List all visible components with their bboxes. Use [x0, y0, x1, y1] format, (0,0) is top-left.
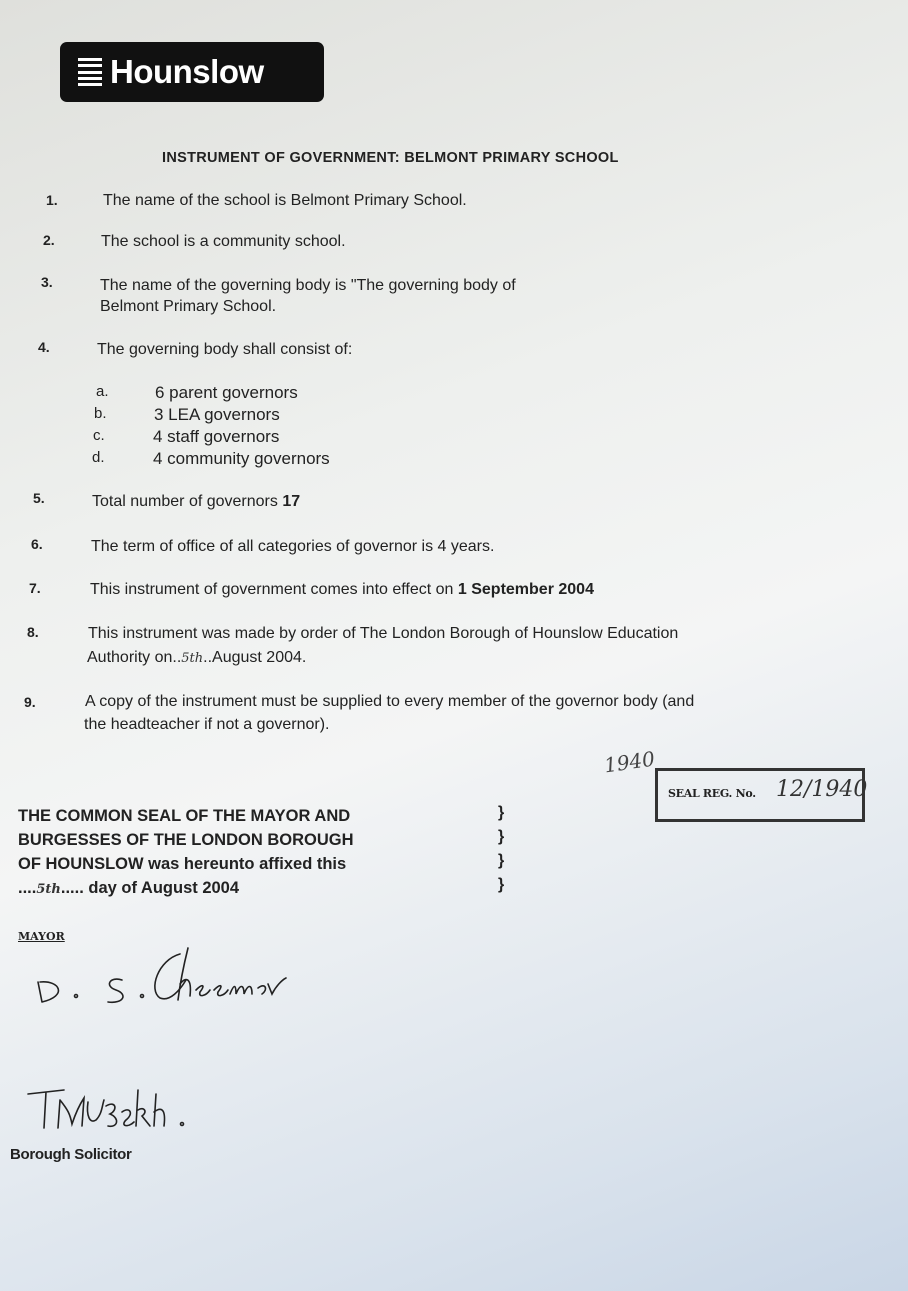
seal-line: ....5th..... day of August 2004 [18, 879, 240, 897]
handwritten-day: 5th [181, 651, 204, 666]
list-item: 4 community governors [153, 449, 330, 468]
item-text-line1: This instrument was made by order of The London Borough of Hounslow Education [88, 625, 679, 642]
item-number: 4. [38, 339, 50, 355]
governor-total: 17 [282, 493, 301, 510]
item-number: 5. [33, 490, 45, 506]
stamp-number: 12/1940 [776, 777, 868, 802]
list-item: 6 parent governors [155, 383, 298, 402]
item-text-line1: The name of the governing body is "The governing body of [100, 277, 516, 294]
item-text: The school is a community school. [101, 233, 346, 250]
seal-reg-stamp [655, 768, 868, 822]
item-number: 1. [46, 192, 58, 208]
list-letter: c. [93, 427, 105, 444]
hounslow-logo [60, 42, 324, 102]
item-text: This instrument of government comes into effect on 1 September 2004 [90, 581, 594, 598]
item-number: 9. [24, 694, 36, 710]
mayor-label: MAYOR [18, 930, 65, 943]
list-letter: d. [92, 449, 105, 466]
brace: } [498, 828, 505, 845]
logo-text: Hounslow [110, 53, 264, 90]
list-letter: b. [94, 405, 107, 422]
seal-line: BURGESSES OF THE LONDON BOROUGH [18, 831, 354, 849]
list-letter: a. [96, 383, 109, 400]
item-text-line2: Authority on..5th..August 2004. [87, 649, 307, 666]
handwritten-note: 1940 [602, 746, 657, 778]
item-text: Total number of governors 17 [92, 493, 301, 510]
brace: } [498, 876, 505, 893]
solicitor-label: Borough Solicitor [10, 1146, 132, 1163]
brace: } [498, 804, 505, 821]
stamp-label: SEAL REG. No. [668, 787, 756, 800]
solicitor-signature [24, 1080, 224, 1136]
seal-line: OF HOUNSLOW was hereunto affixed this [18, 855, 347, 873]
mayor-signature [30, 940, 310, 1010]
item-text-line2: Belmont Primary School. [100, 298, 277, 315]
item-text: The governing body shall consist of: [97, 341, 353, 358]
item-number: 8. [27, 624, 39, 640]
list-item: 3 LEA governors [154, 405, 280, 424]
item-number: 7. [29, 580, 41, 596]
item-text: The name of the school is Belmont Primary School. [103, 192, 467, 209]
item-text-line1: A copy of the instrument must be supplied to every member of the governor body (and [85, 693, 695, 710]
item-text: The term of office of all categories of governor is 4 years. [91, 538, 495, 555]
handwritten-day: 5th [36, 882, 61, 897]
list-item: 4 staff governors [153, 427, 280, 446]
seal-line: THE COMMON SEAL OF THE MAYOR AND [18, 807, 351, 825]
item-text-line2: the headteacher if not a governor). [84, 716, 330, 733]
effective-date: 1 September 2004 [457, 581, 594, 598]
document-title: INSTRUMENT OF GOVERNMENT: BELMONT PRIMARY SCHOOL [162, 150, 619, 166]
item-number: 3. [41, 274, 53, 290]
logo-mark-icon [78, 58, 102, 86]
brace: } [498, 852, 505, 869]
item-number: 2. [43, 232, 55, 248]
common-seal-block [18, 804, 354, 902]
item-number: 6. [31, 536, 43, 552]
